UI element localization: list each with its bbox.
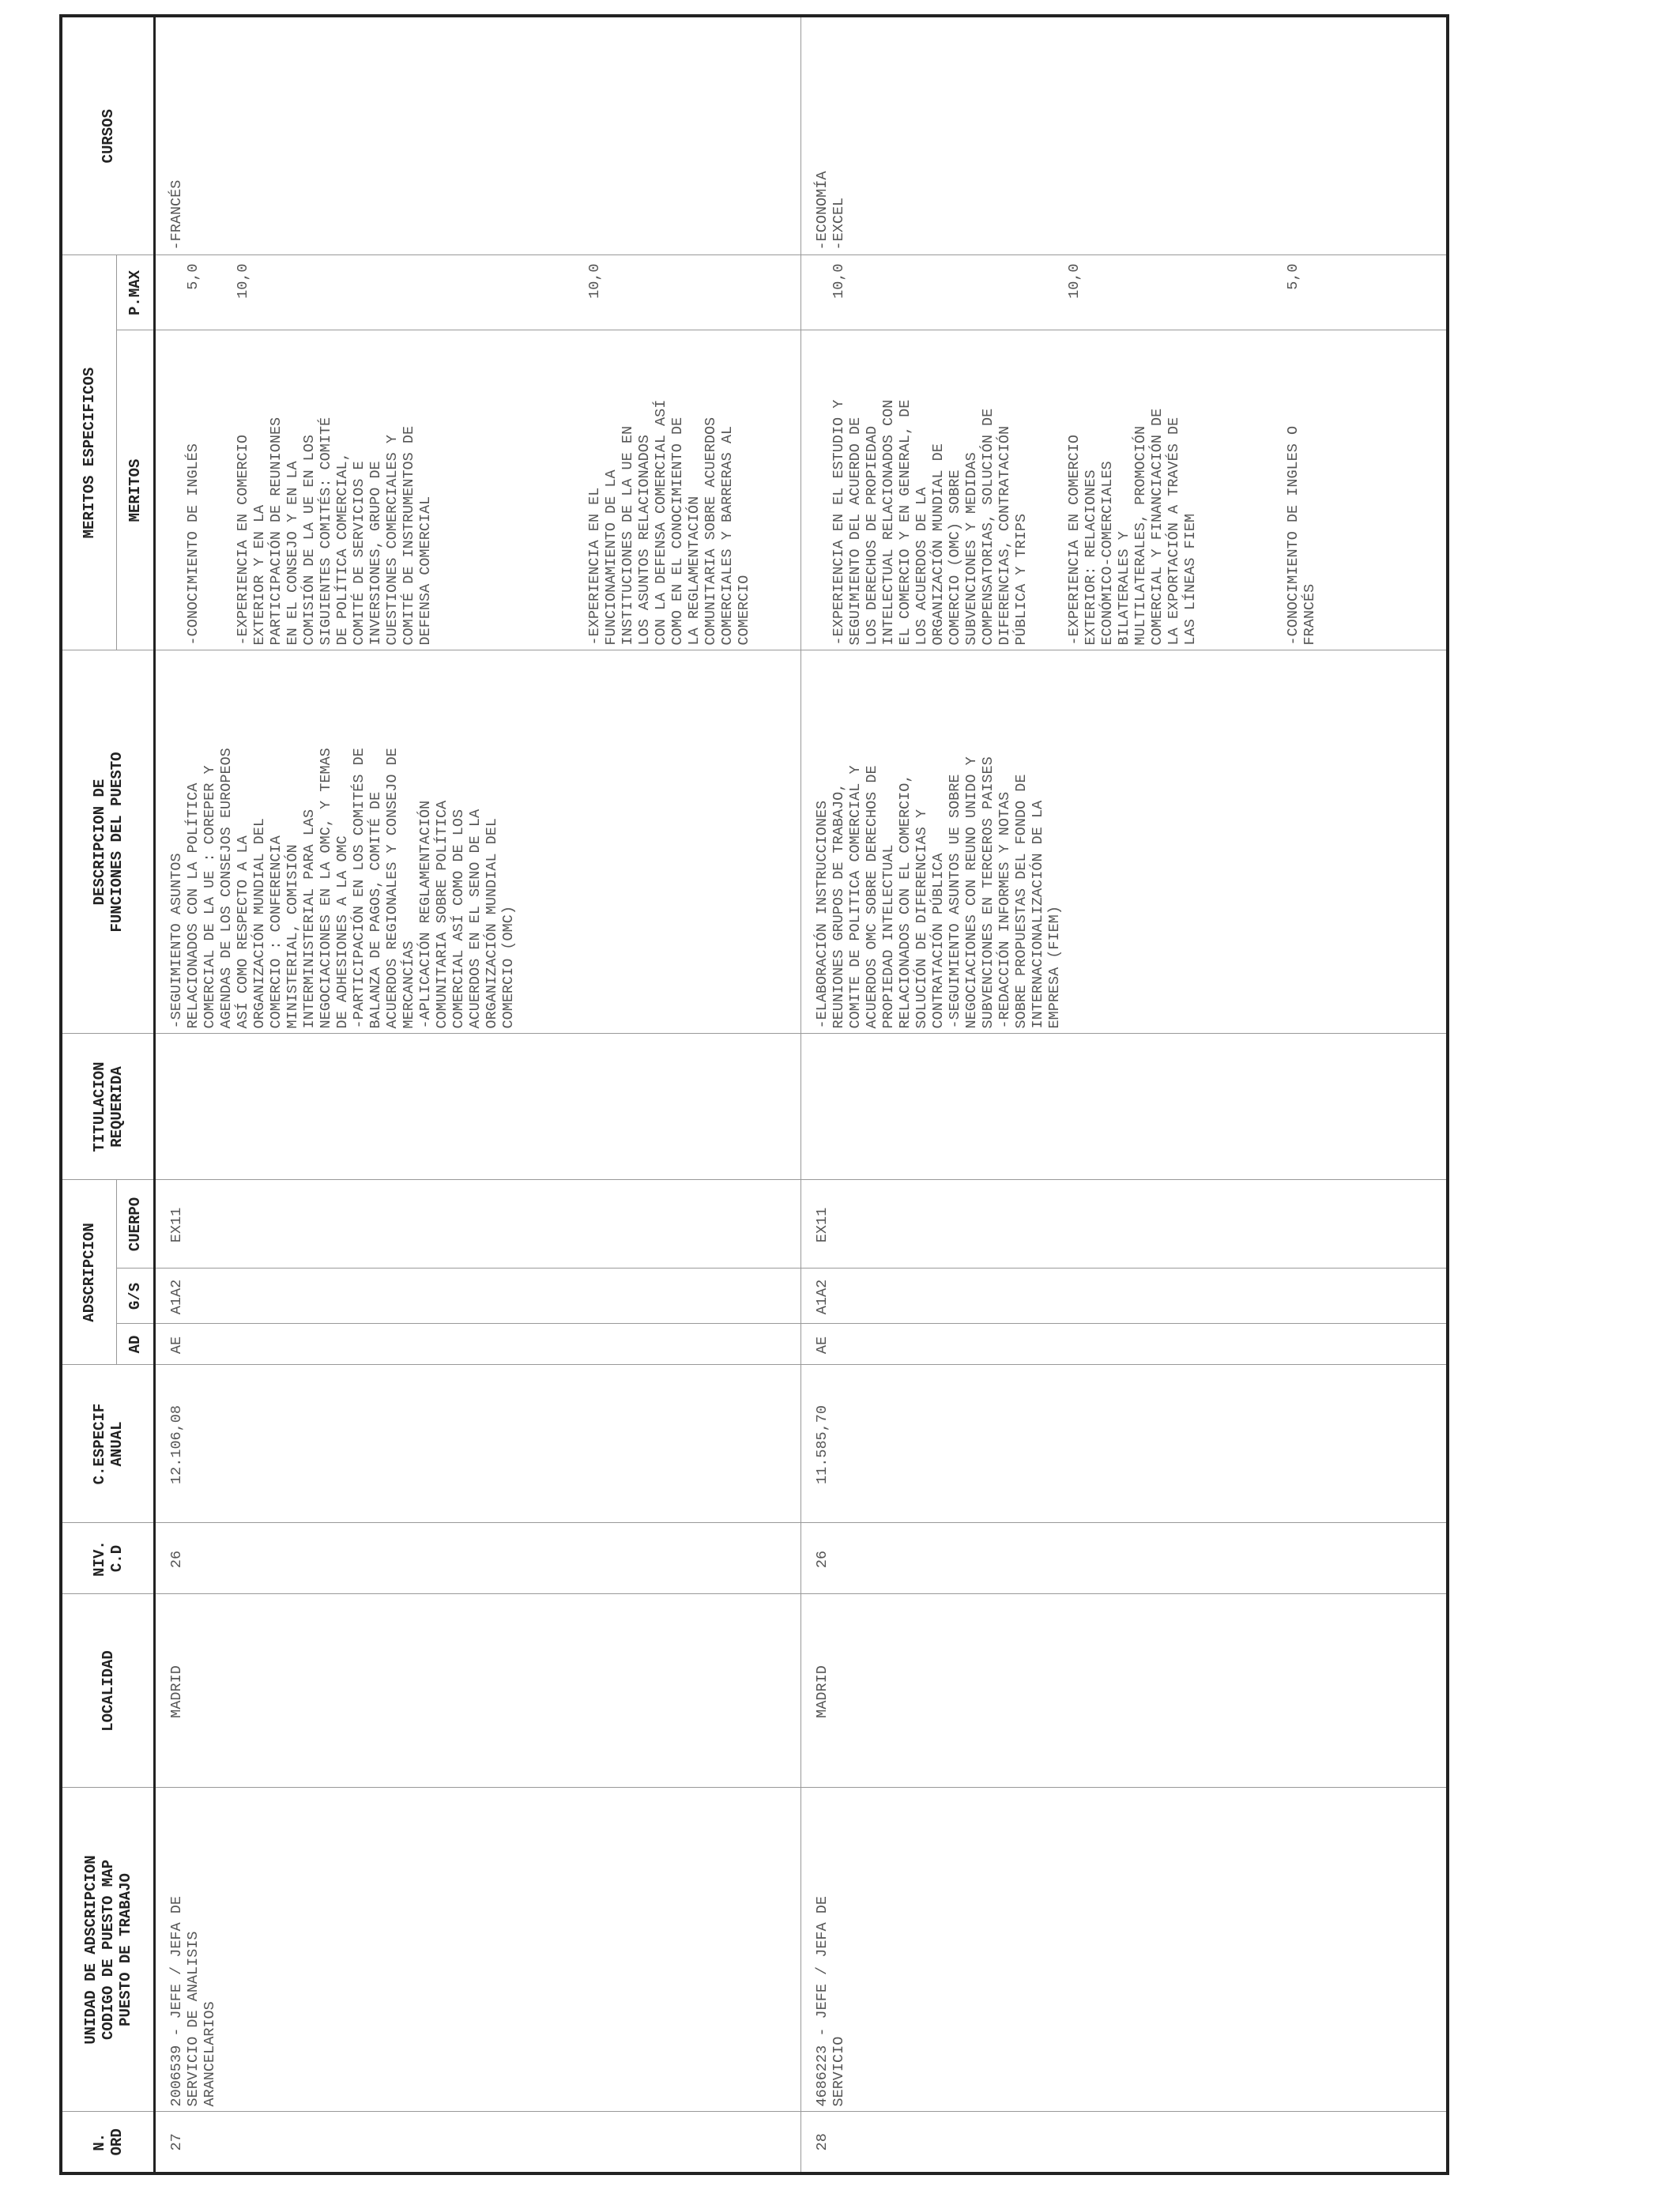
header-unidad: UNIDAD DE ADSCRIPCION CODIGO DE PUESTO MAP PUESTO DE TRABAJO [61, 1788, 155, 2112]
header-ad: AD [117, 1324, 155, 1365]
merit-item: -EXPERIENCIA EN EL ESTUDIO Y SEGUIMIENTO DEL ACUERDO DE LOS DERECHOS DE PROPIEDAD INTELECTUAL RELACIONADOS CON EL COMERCIO Y EN GENERAL, DE LOS ACUERDOS DE LA ORGANIZACIÓN MUNDIAL DE COMERCIO (OMC) SOBRE SUBVENCIONES Y MEDIDAS COMPENSATORIAS, SOLUCIÓN DE DIFERENCIAS, CONTRATACIÓN PÚBLICA Y TRIPS [831, 399, 1030, 646]
cell-localidad: MADRID [155, 1594, 801, 1788]
header-cursos: CURSOS [61, 16, 155, 255]
cell-pmax [801, 255, 1448, 330]
cell-localidad: MADRID [801, 1594, 1448, 1788]
cell-pmax [155, 255, 801, 330]
cell-unidad: 2006539 - JEFE / JEFA DE SERVICIO DE ANALISIS ARANCELARIOS [155, 1788, 801, 2112]
cell-cuerpo: EX11 [155, 1180, 801, 1269]
cell-titulacion [801, 1034, 1448, 1180]
cell-c-especif: 12.106,08 [155, 1365, 801, 1523]
pmax-value: 10,0 [831, 263, 847, 299]
header-meritos-especificos: MERITOS ESPECIFICOS [61, 255, 117, 650]
header-descripcion: DESCRIPCION DE FUNCIONES DEL PUESTO [61, 650, 155, 1034]
merit-item: -CONOCIMIENTO DE INGLES O FRANCÉS [1285, 425, 1318, 646]
cell-cuerpo: EX11 [801, 1180, 1448, 1269]
pmax-value: 5,0 [1285, 263, 1301, 290]
merit-item: -EXPERIENCIA EN COMERCIO EXTERIOR: RELACIONES ECONÓMICO-COMERCIALES BILATERALES Y MULTILATERALES, PROMOCIÓN COMERCIAL Y FINANCIACIÓN DE LA EXPORTACIÓN A TRAVÉS DE LAS LÍNEAS FIEM [1066, 408, 1199, 646]
table-row [155, 16, 801, 2173]
cell-gs: A1A2 [155, 1269, 801, 1324]
pmax-value: 10,0 [235, 263, 251, 299]
header-c-especif: C.ESPECIF ANUAL [61, 1365, 155, 1523]
rotated-document-page [59, 17, 1446, 2175]
header-adscripcion: ADSCRIPCION [61, 1180, 117, 1365]
cell-ad: AE [801, 1324, 1448, 1365]
merit-item: -EXPERIENCIA EN COMERCIO EXTERIOR Y EN LA PARTICIPACIÓN DE REUNIONES EN EL CONSEJO Y EN LA COMISIÓN DE LA UE EN LOS SIGUIENTES COMITÉS: COMITÉ DE POLÍTICA COMERCIAL, COMITÉ DE SERVICIOS E INVERSIONES, GRUPO DE CUESTIONES COMERCIALES Y COMITÉ DE INSTRUMENTOS DE DEFENSA COMERCIAL [235, 417, 434, 646]
cell-meritos [801, 330, 1448, 650]
cell-gs: A1A2 [801, 1269, 1448, 1324]
cell-nivel: 26 [801, 1523, 1448, 1594]
cell-meritos [155, 330, 801, 650]
table-row [801, 16, 1448, 2173]
job-positions-table [59, 14, 1449, 2175]
merit-item: -CONOCIMIENTO DE INGLÉS [185, 443, 202, 646]
header-gs: G/S [117, 1269, 155, 1324]
cell-unidad: 4686223 - JEFE / JEFA DE SERVICIO [801, 1788, 1448, 2112]
cell-descripcion: -ELABORACIÓN INSTRUCCIONES REUNIONES GRUPOS DE TRABAJO, COMITE DE POLITICA COMERCIAL Y ACUERDOS OMC SOBRE DERECHOS DE PROPIEDAD INTELECTUAL RELACIONADOS CON EL COMERCIO, SOLUCIÓN DE DIFERENCIAS Y CONTRATACIÓN PÚBLICA -SEGUIMIENTO ASUNTOS UE SOBRE NEGOCIACIONES CON REUNO UNIDO Y SUBVENCIONES EN TERCEROS PAISES -REDACCIÓN INFORMES Y NOTAS SOBRE PROPUESTAS DEL FONDO DE INTERNACIONALIZACIÓN DE LA EMPRESA (FIEM) [801, 650, 1448, 1034]
cell-descripcion: -SEGUIMIENTO ASUNTOS RELACIONADOS CON LA POLÍTICA COMERCIAL DE LA UE : COREPER Y AGENDAS DE LOS CONSEJOS EUROPEOS ASÍ COMO RESPECTO A LA ORGANIZACIÓN MUNDIAL DEL COMERCIO : CONFERENCIA MINISTERIAL, COMISIÓN INTERMINISTERIAL PARA LAS NEGOCIACIONES EN LA OMC, Y TEMAS DE ADHESIONES A LA OMC -PARTICIPACIÓN EN LOS COMITÉS DE BALANZA DE PAGOS, COMITÉ DE ACUERDOS REGIONALES Y CONSEJO DE MERCANCÍAS -APLICACIÓN REGLAMENTACIÓN COMUNITARIA SOBRE POLÍTICA COMERCIAL ASÍ COMO DE LOS ACUERDOS EN EL SENO DE LA ORGANIZACIÓN MUNDIAL DEL COMERCIO (OMC) [155, 650, 801, 1034]
cell-c-especif: 11.585,70 [801, 1365, 1448, 1523]
pmax-value: 5,0 [185, 263, 202, 290]
cell-titulacion [155, 1034, 801, 1180]
cell-cursos: -ECONOMÍA -EXCEL [801, 16, 1448, 255]
header-meritos: MERITOS [117, 330, 155, 650]
cell-ad: AE [155, 1324, 801, 1365]
header-n-ord: N. ORD [61, 2112, 155, 2173]
cell-n-ord: 28 [801, 2112, 1448, 2173]
header-localidad: LOCALIDAD [61, 1594, 155, 1788]
header-cuerpo: CUERPO [117, 1180, 155, 1269]
cell-n-ord: 27 [155, 2112, 801, 2173]
cell-cursos: -FRANCÉS [155, 16, 801, 255]
header-titulacion: TITULACION REQUERIDA [61, 1034, 155, 1180]
cell-nivel: 26 [155, 1523, 801, 1594]
header-nivel: NIV. C.D [61, 1523, 155, 1594]
merit-item: -EXPERIENCIA EN EL FUNCIONAMIENTO DE LA INSTITUCIONES DE LA UE EN LOS ASUNTOS RELACIONADOS CON LA DEFENSA COMERCIAL ASÍ COMO EN EL CONOCIMIENTO DE LA REGLAMENTACIÓN COMUNITARIA SOBRE ACUERDOS COMERCIALES Y BARRERAS AL COMERCIO [586, 399, 752, 646]
header-pmax: P.MAX [117, 255, 155, 330]
pmax-value: 10,0 [1066, 263, 1083, 299]
pmax-value: 10,0 [586, 263, 603, 299]
